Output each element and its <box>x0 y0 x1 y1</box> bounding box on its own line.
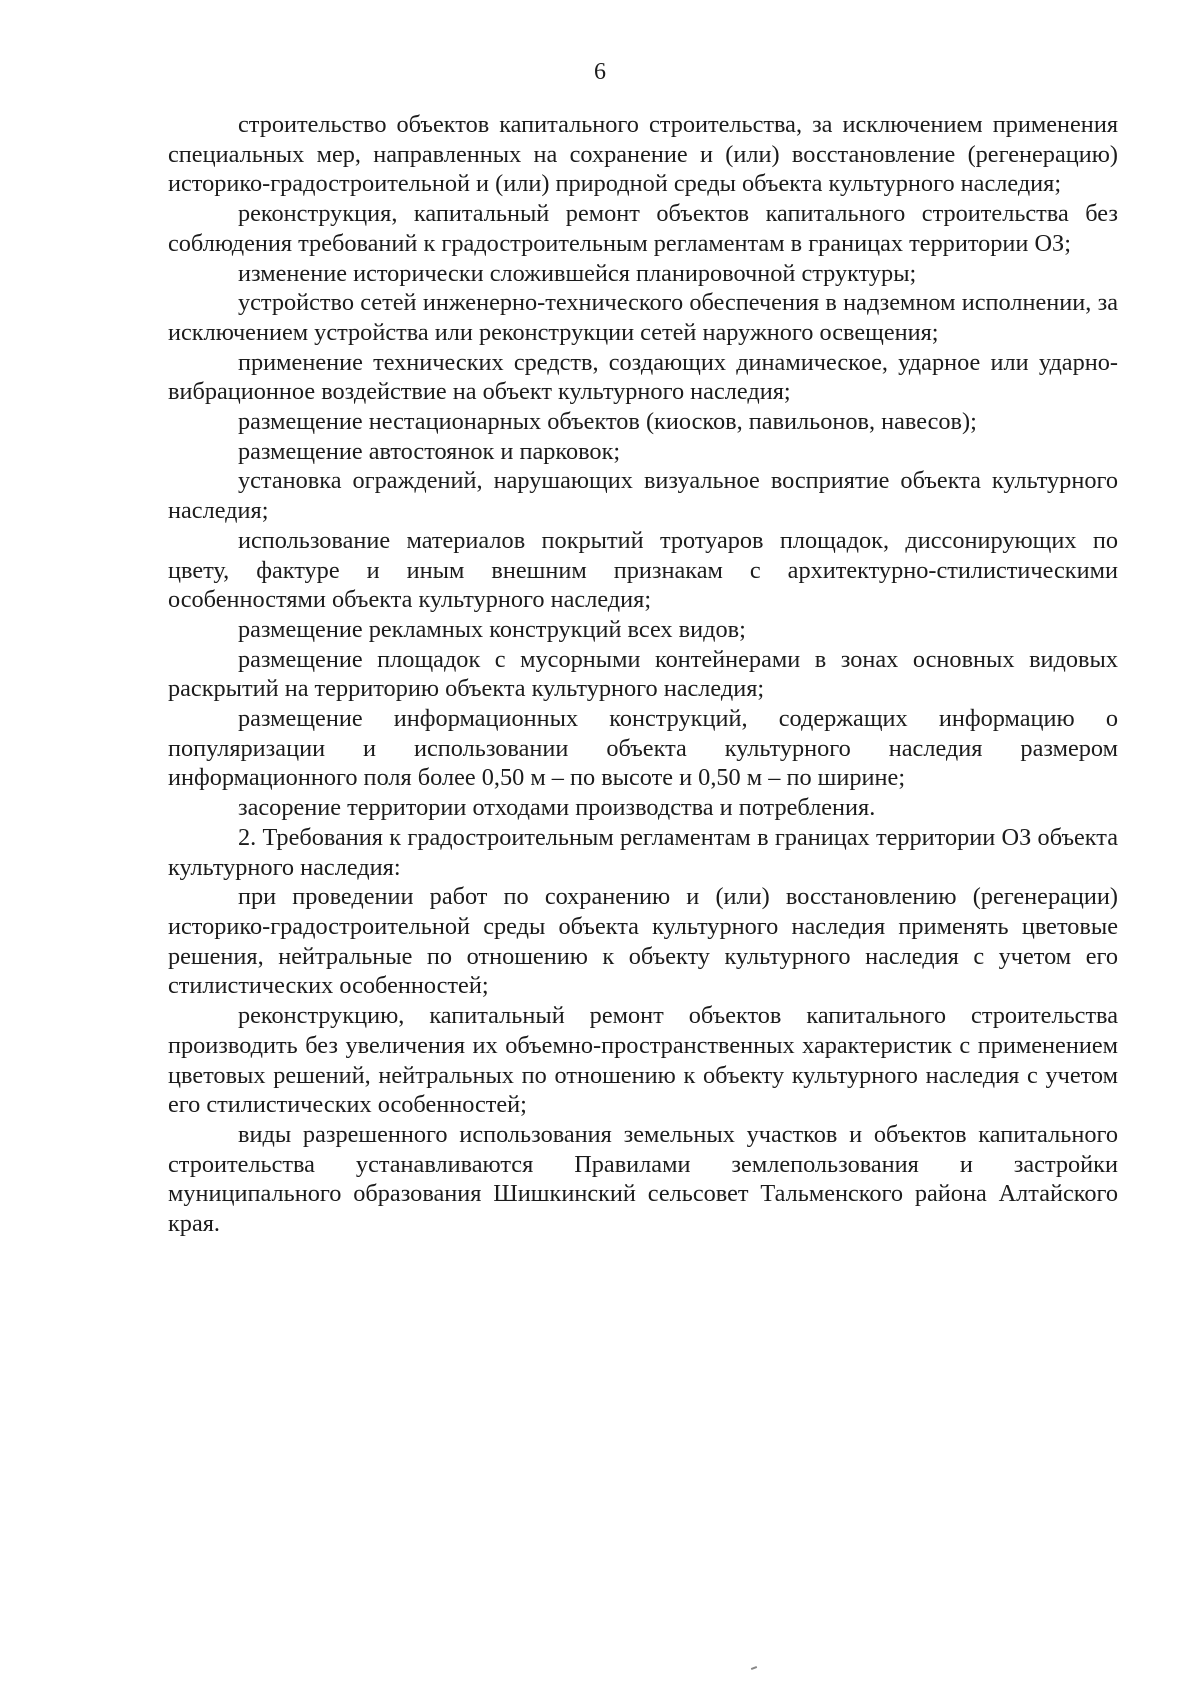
paragraph: строительство объектов капитального строительства, за исключением применения специальных мер, направленных на сохранение и (или) восстановление (регенерацию) историко-градостроительной и (или) природной среды объекта культурного наследия; <box>168 111 1118 198</box>
paragraph: виды разрешенного использования земельных участков и объектов капитального строительства устанавливаются Правилами землепользования и застройки муниципального образования Шишкинский сельсовет Тальменского района Алтайского края. <box>168 1120 1118 1238</box>
paragraph: размещение информационных конструкций, содержащих информацию о популяризации и использовании объекта культурного наследия размером информационного поля более 0,50 м – по высоте и 0,50 м – по ширине; <box>168 705 1118 792</box>
paragraph: реконструкцию, капитальный ремонт объектов капитального строительства производить без увеличения их объемно-пространственных характеристик с применением цветовых решений, нейтральных по отношению к объекту культурного наследия с учетом его стилистических особенностей; <box>168 1002 1118 1119</box>
page-number: 6 <box>594 59 606 85</box>
scan-mark <box>751 1666 757 1670</box>
paragraph: размещение рекламных конструкций всех видов; <box>238 615 746 643</box>
paragraph: размещение автостоянок и парковок; <box>238 437 621 465</box>
paragraph: установка ограждений, нарушающих визуальное восприятие объекта культурного наследия; <box>168 467 1118 525</box>
document-body <box>168 110 1118 1239</box>
paragraph: при проведении работ по сохранению и (или) восстановлению (регенерации) историко-градостроительной среды объекта культурного наследия применять цветовые решения, нейтральные по отношению к объекту культурного наследия с учетом его стилистических особенностей; <box>168 883 1118 1000</box>
paragraph: применение технических средств, создающих динамическое, ударное или ударно-вибрационное воздействие на объект культурного наследия; <box>168 348 1118 406</box>
paragraph: устройство сетей инженерно-технического обеспечения в надземном исполнении, за исключением устройства или реконструкции сетей наружного освещения; <box>168 289 1118 346</box>
paragraph: реконструкция, капитальный ремонт объектов капитального строительства без соблюдения требований к градостроительным регламентам в границах территории ОЗ; <box>168 200 1118 257</box>
paragraph: засорение территории отходами производства и потребления. <box>238 794 876 822</box>
paragraph: 2. Требования к градостроительным регламентам в границах территории ОЗ объекта культурного наследия: <box>168 823 1118 881</box>
paragraph: изменение исторически сложившейся планировочной структуры; <box>238 259 917 287</box>
paragraph: использование материалов покрытий тротуаров площадок, диссонирующих по цвету, фактуре и иным внешним признакам с архитектурно-стилистическими особенностями объекта культурного наследия; <box>168 526 1118 614</box>
paragraph: размещение нестационарных объектов (киосков, павильонов, навесов); <box>238 408 977 436</box>
paragraph: размещение площадок с мусорными контейнерами в зонах основных видовых раскрытий на территорию объекта культурного наследия; <box>168 645 1118 703</box>
